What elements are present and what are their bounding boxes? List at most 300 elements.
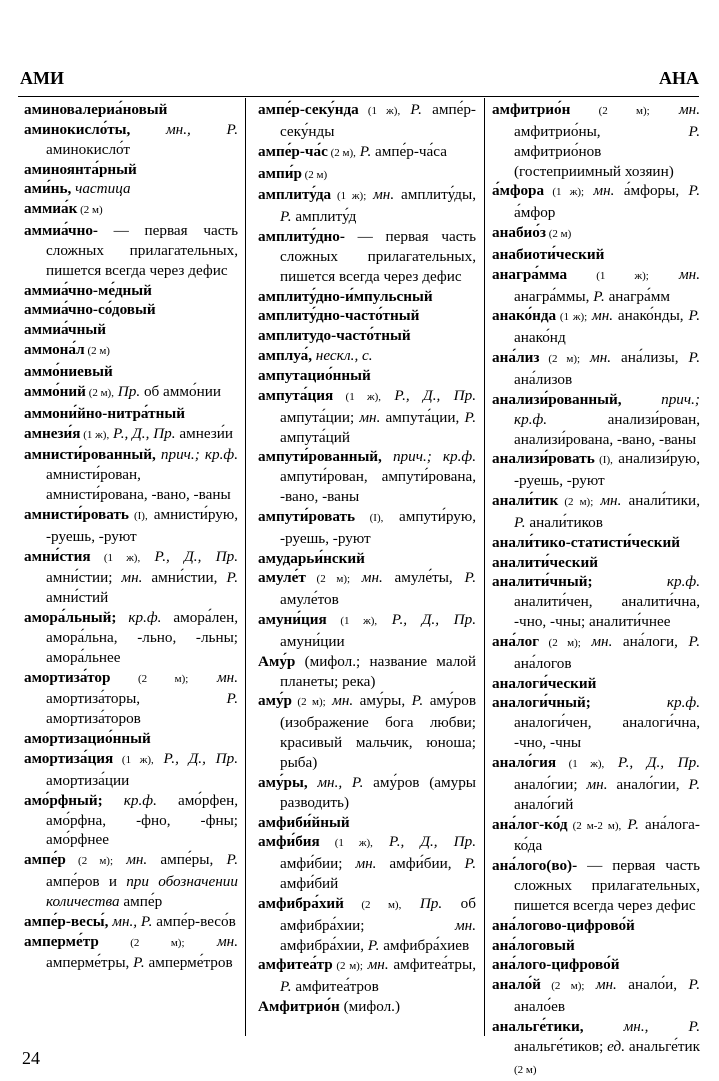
entry-text: амфитрио́ны, — [514, 122, 601, 140]
dictionary-entry — [492, 916, 700, 936]
entry-headword: ана́лог — [492, 632, 540, 650]
grammar-label: мн., Р. — [130, 120, 238, 138]
entry-headword: амнези́я — [24, 424, 81, 442]
dictionary-entry — [492, 632, 700, 674]
grammar-label: мн. — [587, 307, 614, 325]
dictionary-entry — [24, 608, 238, 668]
dictionary-entry — [492, 674, 700, 694]
inflection-code: (2 м), — [343, 898, 402, 911]
grammar-label: кр.ф. — [116, 609, 162, 627]
dictionary-entry — [258, 287, 476, 307]
grammar-label: мн., Р. — [108, 912, 153, 930]
dictionary-entry — [24, 445, 238, 505]
dictionary-entry — [492, 1017, 700, 1081]
grammar-label: Р. — [678, 349, 701, 367]
entry-headword: ана́лиз — [492, 349, 540, 367]
grammar-label: мн. — [580, 632, 613, 650]
dictionary-entry — [258, 610, 476, 652]
entry-text: амперме́тров — [144, 954, 233, 972]
entry-headword: аминоянта́рный — [24, 160, 137, 178]
entry-headword: аммо́ниевый — [24, 362, 113, 380]
entry-text: амфитеа́тры, — [388, 956, 477, 974]
grammar-label: мн. — [113, 851, 148, 869]
entry-headword: амплуа́, — [258, 347, 312, 365]
entry-text: амфи́бии, — [376, 855, 452, 873]
inflection-code: (2 м), — [327, 146, 356, 159]
entry-headword: ампути́рованный, — [258, 448, 382, 466]
entry-text: амфи́бий — [280, 875, 339, 893]
grammar-label: кр.ф. — [590, 694, 700, 712]
entry-text: амфитрио́нов (гостеприимный хозяин) — [514, 142, 674, 180]
dictionary-entry — [492, 572, 700, 632]
inflection-code: (2 м) — [545, 228, 572, 241]
dictionary-entry — [492, 223, 700, 245]
dictionary-entry — [492, 449, 700, 491]
entry-text: анако́нды, — [613, 307, 684, 325]
entry-text: — первая часть сложных прилагательных, пишется всегда через дефис — [514, 857, 700, 914]
grammar-label: Р. — [621, 815, 639, 833]
grammar-label: Р., Д., Пр. — [604, 754, 700, 771]
grammar-label: Р. — [400, 101, 422, 118]
dictionary-entry — [24, 100, 238, 120]
grammar-label: ед. — [603, 1037, 626, 1055]
entry-headword: амо́рфный; — [24, 791, 103, 809]
entry-text: амортиза́ции — [46, 771, 130, 789]
dictionary-entry — [258, 813, 476, 833]
dictionary-entry — [492, 815, 700, 857]
entry-headword: аммиа́к — [24, 200, 78, 218]
dictionary-entry — [24, 382, 238, 404]
entry-headword: ана́логовый — [492, 936, 575, 954]
dictionary-entry — [24, 749, 238, 791]
inflection-code: (2 м), — [85, 386, 114, 399]
entry-headword: анали́тик — [492, 492, 559, 510]
entry-text: ампе́р-весо́в — [152, 912, 236, 930]
dictionary-entry — [24, 424, 238, 446]
entry-text: анало́и, — [616, 976, 678, 994]
dictionary-entry — [24, 300, 238, 320]
grammar-label: прич.; — [621, 390, 700, 408]
dictionary-entry — [258, 386, 476, 448]
entry-text: амфитеа́тров — [291, 978, 379, 996]
entry-headword: анализи́рованный, — [492, 390, 622, 408]
dictionary-entry — [492, 955, 700, 975]
grammar-label: Р. — [683, 307, 700, 325]
entry-text: амни́стий — [46, 589, 109, 607]
grammar-label: прич.; — [155, 446, 200, 464]
dictionary-entry — [492, 245, 700, 265]
entry-headword: амнисти́рованный, — [24, 446, 156, 464]
entry-headword: анали́тико-статисти́ческий — [492, 533, 680, 551]
entry-text: об аммо́нии — [140, 382, 221, 400]
grammar-label: мн., Р. — [583, 1017, 700, 1035]
grammar-label: Р. — [140, 690, 238, 708]
dictionary-entry — [24, 221, 238, 281]
entry-text: ампути́рован, ампути́рована, -вано, -ваны — [280, 468, 476, 506]
entry-headword: амперме́тр — [24, 932, 99, 950]
inflection-code: (1 ж); — [331, 190, 367, 203]
entry-headword: амфиби́йный — [258, 813, 350, 831]
entry-text: амни́стии, — [142, 569, 218, 587]
dictionary-entry — [258, 142, 476, 164]
dictionary-entry — [492, 100, 700, 181]
entry-headword: амплитудо-часто́тный — [258, 327, 411, 345]
entry-text: амуле́тов — [280, 591, 339, 609]
grammar-label: мн. — [366, 186, 395, 204]
inflection-code: (I), — [594, 454, 613, 467]
dictionary-entry — [258, 691, 476, 772]
inflection-code: (2 м); — [539, 636, 581, 649]
dictionary-entry — [24, 404, 238, 424]
dictionary-entry — [24, 340, 238, 362]
entry-text: ана́лизов — [514, 370, 573, 388]
dictionary-entry — [24, 912, 238, 932]
dictionary-entry — [24, 668, 238, 730]
entry-text: аминокисло́т — [46, 140, 131, 158]
dictionary-column-1 — [24, 100, 238, 973]
entry-text: анако́нд — [514, 329, 566, 347]
dictionary-entry — [492, 975, 700, 1017]
dictionary-entry — [24, 179, 238, 199]
entry-headword: амфи́бия — [258, 833, 320, 851]
dictionary-entry — [258, 568, 476, 610]
grammar-label: Р. — [677, 976, 700, 994]
entry-text: анало́гии, — [607, 775, 680, 793]
dictionary-entry — [258, 100, 476, 142]
dictionary-entry — [24, 850, 238, 912]
grammar-label: Р. — [364, 936, 380, 954]
entry-text: амуни́ции — [280, 632, 345, 650]
entry-text: анальге́тик — [625, 1037, 700, 1055]
inflection-code: (I), — [355, 511, 384, 524]
dictionary-entry — [492, 533, 700, 553]
grammar-label: Р., Д., Пр. — [372, 833, 476, 851]
grammar-label: Р. — [600, 122, 700, 140]
grammar-label: мн. — [350, 569, 383, 587]
dictionary-entry — [258, 997, 476, 1017]
grammar-label: Р. — [217, 569, 239, 587]
entry-text: (мифол.) — [339, 998, 401, 1016]
inflection-code: (2 м) — [84, 345, 110, 358]
grammar-label: прич.; — [381, 448, 432, 466]
inflection-code: (2 м-2 м), — [567, 819, 622, 832]
entry-text: амфибра́хиев — [379, 936, 470, 954]
inflection-code: (1 ж); — [567, 269, 649, 282]
entry-text: амперме́тры, — [46, 954, 130, 972]
grammar-label: мн. — [364, 916, 476, 934]
header-right-guide-word: АНА — [659, 68, 699, 88]
entry-text: ампе́ров и — [46, 873, 117, 891]
entry-text: амуле́ты, — [382, 569, 453, 587]
grammar-label: мн. — [362, 956, 389, 974]
entry-text: аналити́чен, аналити́чна, -чно, -чны; аналити́чнее — [514, 593, 700, 631]
grammar-label: кр.ф. — [514, 410, 548, 428]
grammar-label: мн. — [354, 408, 381, 426]
entry-headword: амуле́т — [258, 569, 306, 587]
entry-headword: ампута́ция — [258, 386, 334, 404]
grammar-label: мн. — [648, 265, 700, 283]
entry-text: аму́ры, — [353, 692, 406, 710]
grammar-label: Р. — [280, 978, 292, 996]
entry-text: ана́лога-ко́да — [514, 815, 700, 855]
dictionary-entry — [258, 366, 476, 386]
entry-text: анало́гии; — [514, 775, 578, 793]
inflection-code: (1 ж), — [80, 428, 110, 441]
entry-text: анагра́мм — [604, 287, 670, 305]
entry-headword: анабиоти́ческий — [492, 245, 605, 263]
entry-headword: аналити́чный; — [492, 573, 593, 591]
grammar-label: Пр. — [401, 894, 443, 912]
grammar-label: Р., Д., Пр. — [140, 547, 238, 565]
entry-text: ампе́ры, — [147, 851, 214, 869]
entry-text: ампути́рую, -руешь, -руют — [280, 507, 476, 547]
entry-headword: амфитрио́н — [492, 101, 571, 118]
page-number: 24 — [22, 1048, 40, 1068]
entry-text: а́мфор — [514, 204, 556, 222]
entry-text: анало́ев — [514, 998, 566, 1016]
grammar-label: Р. — [129, 954, 145, 972]
grammar-label: Р. — [677, 632, 701, 650]
entry-headword: амортиза́тор — [24, 668, 111, 686]
grammar-label: Р. — [405, 692, 424, 710]
entry-text: ампе́р — [119, 892, 163, 910]
entry-headword: амора́льный; — [24, 609, 117, 627]
entry-text: амо́рфен, амо́рфна, -фно, -фны; амо́рфнее — [46, 791, 238, 849]
grammar-label: нескл., с. — [312, 347, 373, 365]
entry-headword: амнисти́ровать — [24, 505, 129, 523]
dictionary-entry — [258, 326, 476, 346]
grammar-label: Р. — [452, 569, 476, 587]
entry-text: амнисти́рую, -руешь, -руют — [46, 505, 238, 545]
dictionary-entry — [258, 306, 476, 326]
inflection-code: (1 ж), — [333, 390, 382, 403]
entry-text: амни́стии; — [46, 569, 113, 587]
entry-headword: амплиту́дно-часто́тный — [258, 307, 420, 325]
dictionary-entry — [492, 348, 700, 390]
inflection-code: (2 м); — [540, 980, 585, 993]
entry-text: ампе́р-секу́нды — [280, 101, 476, 140]
dictionary-entry — [24, 505, 238, 547]
entry-headword: аммо́ний — [24, 382, 86, 400]
entry-text: аму́ров (амуры разводить) — [280, 773, 476, 811]
entry-headword: ампе́р-весы́, — [24, 912, 109, 930]
entry-headword: аму́ры, — [258, 773, 308, 791]
entry-text: (мифол.; название малой планеты; река) — [280, 652, 476, 690]
inflection-code: (2 м) — [301, 168, 328, 181]
grammar-label: Р., Д., Пр. — [153, 750, 238, 767]
dictionary-entry — [24, 320, 238, 340]
grammar-label: частица — [71, 180, 131, 198]
dictionary-entry — [492, 936, 700, 956]
grammar-label: мн. — [342, 855, 377, 873]
dictionary-entry — [258, 227, 476, 287]
inflection-code: (1 ж), — [358, 105, 401, 117]
column-divider — [245, 98, 246, 1036]
entry-headword: аммони́йно-нитра́тный — [24, 404, 185, 422]
entry-headword: анабио́з — [492, 224, 546, 242]
inflection-code: (2 м); — [65, 855, 114, 868]
dictionary-entry — [24, 729, 238, 749]
dictionary-entry — [258, 773, 476, 813]
dictionary-entry — [24, 932, 238, 974]
entry-text: — первая часть сложных прилагательных, пишется всегда через дефис — [280, 228, 476, 285]
entry-headword: ампе́р-ча́с — [258, 142, 328, 160]
dictionary-entry — [258, 507, 476, 549]
dictionary-entry — [492, 265, 700, 307]
dictionary-entry — [24, 120, 238, 160]
inflection-code: (2 м) — [514, 1063, 537, 1076]
entry-text: ана́логов — [514, 654, 572, 672]
entry-headword: аминовалериа́новый — [24, 101, 168, 118]
entry-text: амнези́и — [175, 424, 234, 442]
entry-text: ампута́ций — [280, 428, 351, 446]
grammar-label: Р. — [280, 208, 292, 226]
entry-headword: амуни́ция — [258, 611, 327, 629]
inflection-code: (2 м); — [98, 936, 185, 949]
grammar-label: мн. — [188, 668, 239, 686]
entry-headword: аналити́ческий — [492, 553, 599, 571]
inflection-code: (2 м); — [291, 696, 326, 709]
column-divider — [484, 98, 485, 1036]
entry-headword: аммиа́чно- — [24, 222, 98, 240]
entry-headword: амортиза́ция — [24, 750, 114, 767]
inflection-code: (2 м); — [110, 672, 189, 685]
dictionary-entry — [24, 547, 238, 609]
grammar-label: мн. — [584, 976, 617, 994]
grammar-label: Р. — [679, 182, 700, 200]
grammar-label: Р. — [451, 855, 476, 873]
entry-headword: анало́гия — [492, 754, 557, 771]
inflection-code: (2 м); — [332, 960, 363, 973]
grammar-label: мн., Р. — [307, 773, 364, 791]
grammar-label: Р. — [679, 775, 700, 793]
dictionary-entry — [258, 832, 476, 894]
entry-text: анализи́рован, анализи́рована, -вано, -ваны — [514, 410, 700, 448]
entry-text: амфибра́хии, — [280, 936, 365, 954]
header-left-guide-word: АМИ — [20, 68, 64, 88]
entry-headword: ана́лог-ко́д — [492, 815, 568, 833]
entry-headword: аммиа́чный — [24, 321, 106, 339]
dictionary-entry — [24, 281, 238, 301]
grammar-label: мн. — [593, 492, 622, 510]
grammar-label: мн. — [649, 101, 701, 118]
entry-text: амплиту́д — [291, 208, 357, 226]
entry-text: анализи́рую, -руешь, -руют — [514, 450, 700, 490]
inflection-code: (1 ж), — [556, 758, 605, 770]
grammar-label: при обозначении количества — [46, 873, 238, 910]
entry-headword: аммиа́чно-ме́дный — [24, 281, 152, 299]
entry-headword: аминокисло́ты, — [24, 120, 131, 138]
entry-headword: амплиту́дно- — [258, 228, 345, 246]
entry-text: — первая часть сложных прилагательных, пишется всегда через дефис — [46, 222, 238, 279]
entry-text: амплиту́ды, — [394, 186, 476, 204]
inflection-code: (I), — [128, 509, 148, 522]
dictionary-entry — [258, 164, 476, 186]
entry-text: анали́тиков — [525, 513, 603, 531]
entry-headword: амплиту́дно-и́мпульсный — [258, 287, 433, 305]
dictionary-entry — [492, 693, 700, 753]
entry-text: аму́ров (изображение бога любви; красивый мальчик, юноша; рыба) — [280, 692, 476, 771]
inflection-code: (1 ж), — [90, 551, 141, 564]
entry-headword: ана́логово-цифрово́й — [492, 916, 635, 934]
dictionary-entry — [24, 791, 238, 851]
inflection-code: (1 ж); — [556, 311, 588, 324]
dictionary-entry — [24, 362, 238, 382]
grammar-label: Р. — [213, 851, 238, 869]
entry-headword: аммиа́чно-со́довый — [24, 301, 156, 319]
entry-text: анало́гий — [514, 795, 574, 813]
entry-headword: аналоги́чный; — [492, 694, 591, 712]
entry-headword: амударьи́нский — [258, 549, 365, 567]
grammar-label: мн. — [577, 775, 608, 793]
inflection-code: (2 м); — [539, 353, 581, 366]
inflection-code: (2 м) — [77, 204, 103, 217]
grammar-label: Р., Д., Пр. — [109, 424, 176, 442]
grammar-label: кр.ф. — [592, 573, 700, 591]
entry-headword: ампутацио́нный — [258, 366, 371, 384]
entry-headword: амфибра́хий — [258, 894, 344, 912]
grammar-label: Пр. — [113, 382, 141, 400]
entry-headword: амортизацио́нный — [24, 730, 151, 748]
entry-text: амортиза́торов — [46, 710, 141, 728]
grammar-label: мн. — [584, 182, 615, 200]
entry-text: ампута́ции; — [280, 408, 355, 426]
entry-text: амфи́бии; — [280, 855, 343, 873]
inflection-code: (2 м); — [305, 573, 351, 586]
entry-headword: ампи́р — [258, 164, 302, 182]
dictionary-entry — [24, 160, 238, 180]
entry-text: ампе́р-ча́са — [371, 142, 447, 160]
grammar-label: Р., Д., Пр. — [381, 386, 476, 404]
dictionary-column-3 — [492, 100, 700, 1081]
grammar-label: мн. — [112, 569, 143, 587]
entry-text: анали́тики, — [621, 492, 700, 510]
dictionary-entry — [258, 894, 476, 956]
dictionary-entry — [258, 447, 476, 507]
dictionary-column-2 — [258, 100, 476, 1017]
inflection-code: (2 м); — [558, 496, 594, 509]
grammar-label: Р. — [514, 513, 526, 531]
grammar-label: кр.ф. — [199, 446, 238, 464]
dictionary-entry — [24, 199, 238, 221]
entry-headword: анагра́мма — [492, 265, 568, 283]
inflection-code: (1 ж), — [319, 837, 373, 850]
header-rule — [18, 96, 699, 97]
entry-headword: аммона́л — [24, 341, 85, 359]
grammar-label: кр.ф. — [431, 448, 476, 466]
entry-headword: ана́лого(во)- — [492, 857, 578, 875]
entry-text: ампута́ции, — [380, 408, 460, 426]
entry-text: амортиза́торы, — [46, 690, 141, 708]
entry-text: амора́лен, амора́льна, -льно, -льны; амора́льнее — [46, 609, 238, 666]
entry-headword: ампе́р — [24, 851, 66, 869]
grammar-label: Р. — [355, 142, 372, 160]
grammar-label: мн. — [184, 932, 239, 950]
entry-text: аналоги́чен, аналоги́чна, -чно, -чны — [514, 714, 700, 752]
grammar-label: мн. — [580, 349, 612, 367]
dictionary-entry — [492, 491, 700, 533]
entry-headword: анализи́ровать — [492, 450, 595, 468]
entry-text: об амфибра́хии; — [280, 894, 476, 934]
dictionary-entry — [492, 856, 700, 916]
inflection-code: (1 ж), — [326, 615, 378, 628]
entry-text: ана́логи, — [612, 632, 678, 650]
grammar-label: кр.ф. — [102, 791, 157, 809]
entry-headword: анало́й — [492, 976, 541, 994]
entry-headword: ами́нь, — [24, 180, 72, 198]
entry-text: амнисти́рован, амнисти́рована, -вано, -ваны — [46, 466, 231, 504]
grammar-label: Р., Д., Пр. — [377, 611, 476, 629]
